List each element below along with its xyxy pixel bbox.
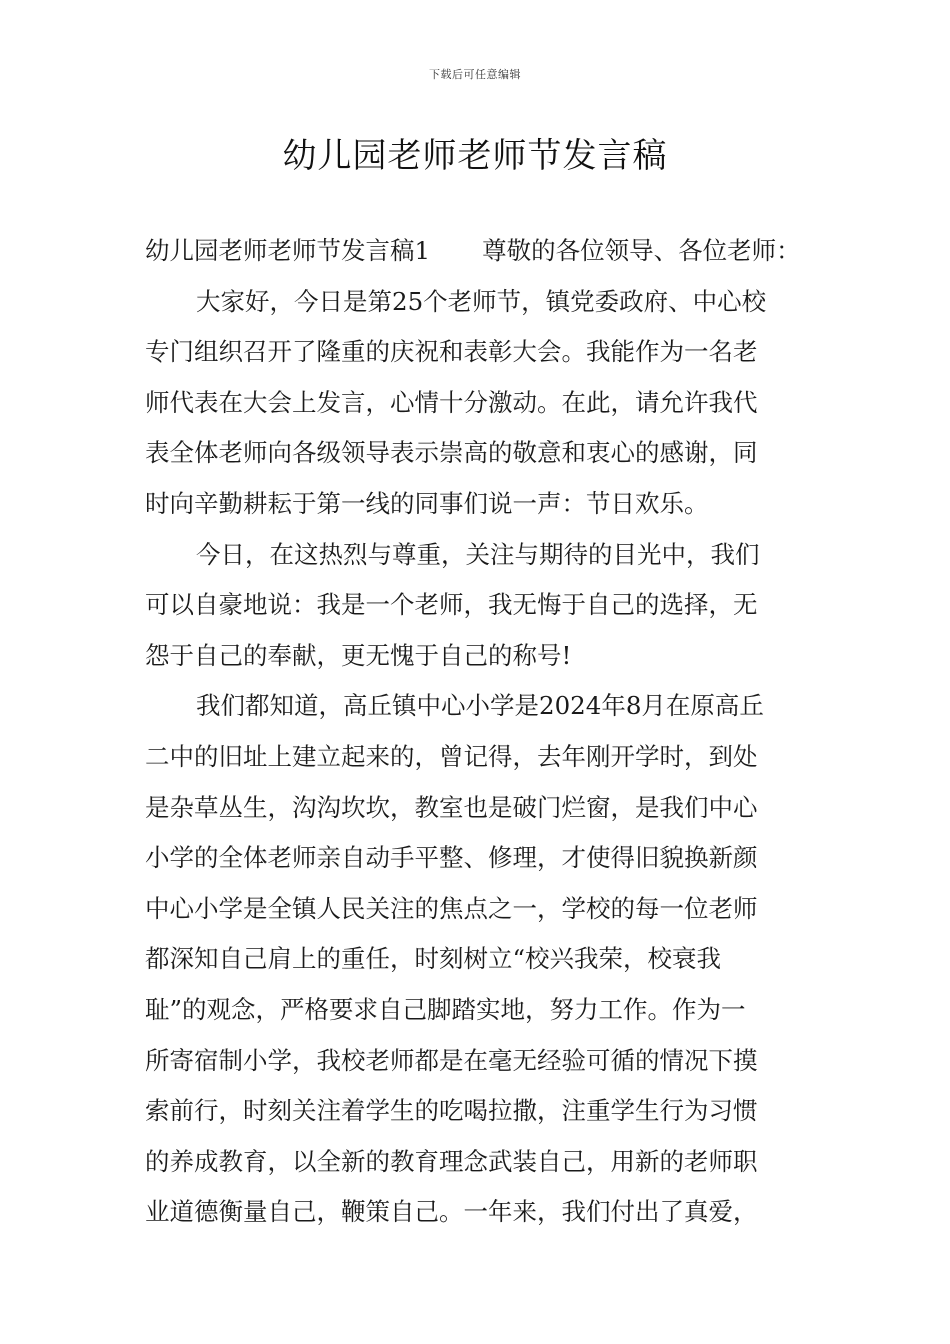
document-body [145, 226, 810, 1238]
intro-line [145, 226, 810, 277]
download-note: 下载后可任意编辑 [429, 68, 521, 81]
paragraph-3-line-5: 中心小学是全镇人民关注的焦点之一，学校的每一位老师 [145, 893, 758, 923]
paragraph-1-line-4: 表全体老师向各级领导表示崇高的敬意和衷心的感谢，同 [145, 438, 758, 468]
paragraph-3-line-8: 所寄宿制小学，我校老师都是在毫无经验可循的情况下摸 [145, 1045, 758, 1075]
document-title: 幼儿园老师老师节发言稿 [282, 136, 668, 176]
salutation: 尊敬的各位领导、各位老师： [482, 236, 801, 265]
paragraph-2-line-1: 今日，在这热烈与尊重，关注与期待的目光中，我们 [196, 539, 760, 569]
paragraph-3-line-6: 都深知自己肩上的重任，时刻树立“校兴我荣，校衰我 [145, 944, 722, 974]
paragraph-1-line-1: 大家好，今日是第25个老师节，镇党委政府、中心校 [196, 286, 767, 316]
paragraph-2-line-3: 怨于自己的奉献，更无愧于自己的称号! [145, 640, 572, 670]
paragraph-3-line-11: 业道德衡量自己，鞭策自己。一年来，我们付出了真爱， [145, 1197, 758, 1227]
paragraph-3-line-1: 我们都知道，高丘镇中心小学是2024年8月在原高丘 [196, 691, 764, 721]
paragraph-3-line-4: 小学的全体老师亲自动手平整、修理，才使得旧貌换新颜 [145, 843, 758, 873]
paragraph-3-line-9: 索前行，时刻关注着学生的吃喝拉撒，注重学生行为习惯 [145, 1096, 758, 1126]
speech-heading: 幼儿园老师老师节发言稿1 [145, 236, 431, 265]
paragraph-3-line-3: 是杂草丛生，沟沟坎坎，教室也是破门烂窗，是我们中心 [145, 792, 758, 822]
paragraph-1-line-5: 时向辛勤耕耘于第一线的同事们说一声：节日欢乐。 [145, 488, 709, 518]
paragraph-3-line-7: 耻”的观念，严格要求自己脚踏实地，努力工作。作为一 [145, 994, 746, 1024]
paragraph-1-line-3: 师代表在大会上发言，心情十分激动。在此，请允许我代 [145, 387, 758, 417]
paragraph-3-line-10: 的养成教育，以全新的教育理念武装自己，用新的老师职 [145, 1146, 758, 1176]
paragraph-1-line-2: 专门组织召开了隆重的庆祝和表彰大会。我能作为一名老 [145, 337, 758, 367]
paragraph-2-line-2: 可以自豪地说：我是一个老师，我无悔于自己的选择，无 [145, 590, 758, 620]
paragraph-3-line-2: 二中的旧址上建立起来的，曾记得，去年刚开学时，到处 [145, 741, 758, 771]
